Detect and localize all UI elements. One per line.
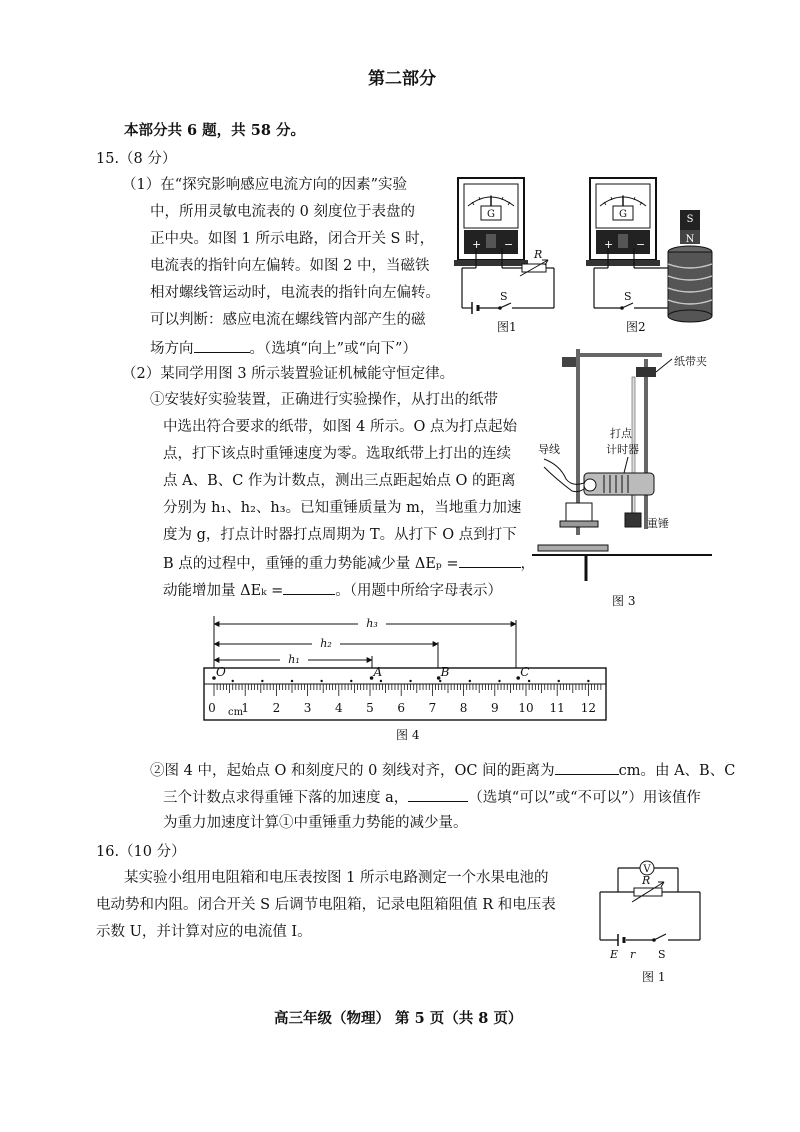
- ruler-tick-label: 10: [518, 701, 534, 715]
- page-footer: 高三年级（物理） 第 5 页（共 8 页）: [274, 1010, 523, 1027]
- ruler-tick-label: 1: [241, 701, 250, 715]
- paper-clip-label: 纸带夹: [674, 355, 707, 368]
- fig2-switch-label: S: [624, 290, 632, 303]
- magnet-south-label: S: [686, 214, 694, 225]
- timer-label-1: 打点: [610, 427, 632, 440]
- q15-p2-ek-line: [163, 580, 502, 600]
- fig1-switch-label: S: [500, 290, 508, 303]
- q15-p1-line-6: 可以判断：感应电流在螺线管内部产生的磁: [150, 312, 426, 328]
- q15-p1-line-4: 电流表的指针向左偏转。如图 2 中，当磁铁: [150, 258, 430, 274]
- q15-p1-last-pre: 场方向: [150, 341, 194, 357]
- fig1-plus: +: [472, 238, 482, 251]
- ruler-tick-label: 11: [549, 701, 565, 715]
- q16-switch-label: S: [658, 948, 666, 961]
- fig1-g-label: G: [487, 209, 495, 220]
- magnet-north-label: N: [685, 234, 695, 245]
- ruler-tick-label: 0: [208, 701, 216, 715]
- q15-p2-line-3: 点，打下该点时重锤速度为零。选取纸带上打出的连续: [163, 446, 511, 462]
- fig1-resistor-label: R: [534, 248, 543, 261]
- q15-p1-last-post: 。（选填“向上”或“向下”）: [249, 341, 417, 357]
- figure-4-caption: 图 4: [396, 728, 420, 742]
- figure-3-apparatus: [532, 345, 722, 585]
- tape-point-label: O: [216, 665, 226, 679]
- q16-figure-1-circuit: [592, 852, 712, 972]
- page-title: 第二部分: [368, 69, 436, 89]
- q15-sub2-line-1: [150, 760, 735, 780]
- tape-dot: [291, 680, 293, 682]
- q15-p1-line-5: 相对螺线管运动时，电流表的指针向左偏转。: [150, 285, 440, 301]
- answer-blank-can-use[interactable]: [408, 787, 468, 802]
- fig2-g-label: G: [619, 209, 627, 220]
- tape-dot: [469, 680, 471, 682]
- ruler-tick-label: 7: [428, 701, 437, 715]
- resistor-r-label: R: [642, 874, 651, 887]
- tape-dot: [350, 680, 352, 682]
- tape-dot: [439, 680, 441, 682]
- tape-dot: [587, 680, 589, 682]
- h2-label: h₂: [320, 637, 332, 650]
- sub2-line-2-pre: 三个计数点求得重锤下落的加速度 a，: [163, 790, 409, 806]
- q15-p2-line-5: 分别为 h₁、h₂、h₃。已知重锤质量为 m，当地重力加速: [163, 500, 522, 516]
- figure-1-caption: 图1: [497, 320, 517, 334]
- q15-p1-line-1: （1）在“探究影响感应电流方向的因素”实验: [122, 177, 408, 193]
- q15-sub2-line-3: 为重力加速度计算①中重锤重力势能的减少量。: [163, 815, 468, 831]
- ruler-tick-label: 6: [397, 701, 406, 715]
- tape-point-label: B: [440, 665, 450, 679]
- figure-3-caption: 图 3: [612, 594, 636, 608]
- q15-sub2-line-2: [163, 787, 701, 807]
- figure-2-solenoid-circuit: [580, 172, 720, 332]
- h1-label: h₁: [288, 653, 300, 666]
- q15-p2-line-1: ①安装好实验装置，正确进行实验操作，从打出的纸带: [150, 392, 498, 408]
- ek-label: 动能增加量 ΔEₖ =: [163, 583, 284, 599]
- ep-post: ，: [520, 556, 535, 572]
- emf-label: E: [610, 948, 619, 961]
- tape-dot: [261, 680, 263, 682]
- ruler-tick-label: 8: [459, 701, 468, 715]
- q16-line-1: 某实验小组用电阻箱和电压表按图 1 所示电路测定一个水果电池的: [124, 870, 549, 886]
- ruler-unit-label: cm: [228, 707, 244, 718]
- tape-point-label: A: [373, 665, 383, 679]
- h3-label: h₃: [366, 617, 378, 630]
- wire-label: 导线: [538, 443, 560, 456]
- sub2-line-2-post: （选填“可以”或“不可以”）用该值作: [468, 790, 701, 806]
- ruler-tick-label: 5: [366, 701, 374, 715]
- ruler-tick-label: 4: [334, 701, 343, 715]
- q16-header: 16.（10 分）: [96, 844, 186, 860]
- tape-dot: [409, 680, 411, 682]
- figure-1-galvanometer-circuit: [448, 172, 560, 332]
- answer-blank-oc-distance[interactable]: [555, 760, 619, 775]
- q15-p2-line-4: 点 A、B、C 作为计数点，测出三点距起始点 O 的距离: [163, 473, 516, 489]
- q16-line-3: 示数 U，并计算对应的电流值 I。: [96, 924, 312, 940]
- answer-blank-field-direction[interactable]: [194, 338, 250, 353]
- answer-blank-delta-ek[interactable]: [283, 580, 335, 595]
- timer-label-2: 计时器: [606, 443, 639, 456]
- figure-4-tape-ruler[interactable]: [198, 612, 612, 728]
- weight-label: 重锤: [647, 517, 669, 530]
- q15-p1-line-7: [150, 338, 417, 358]
- tape-dot: [380, 680, 382, 682]
- q15-p2-line-2: 中选出符合要求的纸带，如图 4 所示。O 点为打点起始: [163, 419, 517, 435]
- internal-r-label: r: [630, 948, 636, 961]
- tape-dot: [528, 680, 530, 682]
- sub2-line-1-pre: ②图 4 中，起始点 O 和刻度尺的 0 刻线对齐，OC 间的距离为: [150, 763, 555, 779]
- tape-point-label: C: [520, 665, 530, 679]
- fig2-plus: +: [604, 238, 614, 251]
- ruler-tick-label: 12: [580, 701, 597, 715]
- q15-p2-line-6: 度为 g，打点计时器打点周期为 T。从打下 O 点到打下: [163, 527, 517, 543]
- ruler-tick-label: 2: [272, 701, 281, 715]
- ruler-tick-label: 9: [490, 701, 499, 715]
- ep-label: B 点的过程中，重锤的重力势能减少量 ΔEₚ =: [163, 556, 459, 572]
- fig1-minus: −: [504, 238, 514, 251]
- q15-p1-line-2: 中，所用灵敏电流表的 0 刻度位于表盘的: [150, 204, 415, 220]
- tape-dot: [232, 680, 234, 682]
- q15-p2-ep-line: [163, 553, 535, 573]
- figure-2-caption: 图2: [626, 320, 646, 334]
- voltmeter-label: V: [643, 864, 651, 875]
- q16-figure-1-caption: 图 1: [642, 970, 666, 984]
- q15-p2-intro: （2）某同学用图 3 所示装置验证机械能守恒定律。: [122, 366, 455, 382]
- section-intro: 本部分共 6 题，共 58 分。: [124, 122, 305, 139]
- q16-line-2: 电动势和内阻。闭合开关 S 后调节电阻箱，记录电阻箱阻值 R 和电压表: [96, 897, 556, 913]
- tape-dot: [498, 680, 500, 682]
- fig2-minus: −: [636, 238, 646, 251]
- tape-dot: [320, 680, 322, 682]
- answer-blank-delta-ep[interactable]: [459, 553, 521, 568]
- ruler-tick-label: 3: [303, 701, 312, 715]
- ek-post: 。（用题中所给字母表示）: [335, 583, 502, 599]
- sub2-line-1-post: cm。由 A、B、C: [618, 763, 736, 779]
- q15-header: 15.（8 分）: [96, 151, 177, 167]
- q15-p1-line-3: 正中央。如图 1 所示电路，闭合开关 S 时，: [150, 231, 435, 247]
- tape-dot: [558, 680, 560, 682]
